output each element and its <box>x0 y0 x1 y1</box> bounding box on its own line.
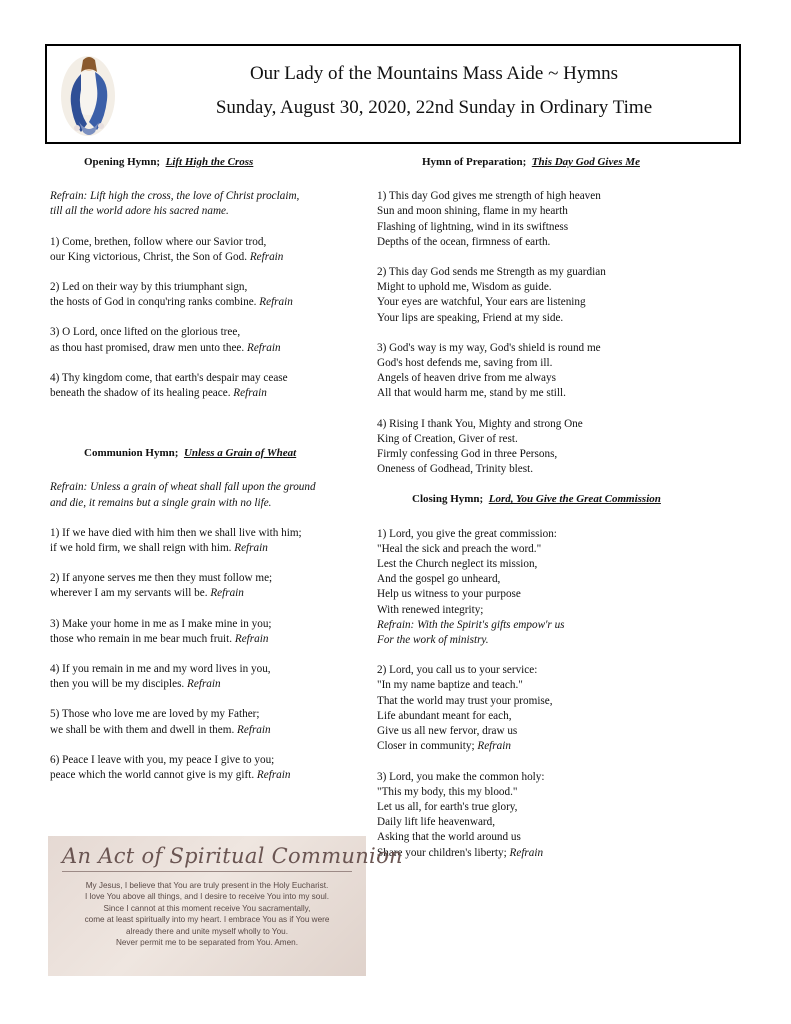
closing-verse: 3) Lord, you make the common holy: "This my body, this my blood." Let us all, for earth's true glory, Daily lift life heavenward, Asking that the world around us Share your children's liberty; Refrain <box>377 770 545 859</box>
left-column <box>50 155 365 783</box>
preparation-hymn-heading: Hymn of Preparation; This Day God Gives Me <box>422 156 640 168</box>
opening-hymn-heading: Opening Hymn; Lift High the Cross <box>84 156 254 168</box>
communion-verse: 5) Those who love me are loved by my Father; we shall be with them and dwell in them. Refrain <box>50 708 271 736</box>
communion-refrain: Refrain: Unless a grain of wheat shall fall upon the ground and die, it remains but a single grain with no life. <box>50 481 316 509</box>
closing-hymn-heading: Closing Hymn; Lord, You Give the Great Commission <box>412 493 661 506</box>
preparation-verse: 4) Rising I thank You, Mighty and strong One King of Creation, Giver of rest. Firmly confessing God in three Persons, Oneness of Godhead, Trinity blest. <box>377 417 583 476</box>
preparation-verse: 1) This day God gives me strength of high heaven Sun and moon shining, flame in my hearth Flashing of lightning, wind in its swiftness Depths of the ocean, firmness of earth. <box>377 190 601 248</box>
opening-refrain: Refrain: Lift high the cross, the love of Christ proclaim, till all the world adore his sacred name. <box>50 190 300 218</box>
opening-verse: 4) Thy kingdom come, that earth's despair may cease beneath the shadow of its healing peace. Refrain <box>50 371 288 400</box>
preparation-verse: 3) God's way is my way, God's shield is round me God's host defends me, saving from ill. Angels of heaven drive from me always All that would harm me, stand by me still. <box>377 341 601 400</box>
communion-verse: 2) If anyone serves me then they must follow me; wherever I am my servants will be. Refrain <box>50 572 273 600</box>
card-title: An Act of Spiritual Communion <box>62 844 403 868</box>
communion-verse: 6) Peace I leave with you, my peace I give to you; peace which the world cannot give is my gift. Refrain <box>50 753 291 782</box>
closing-verse: 2) Lord, you call us to your service: "In my name baptize and teach." That the world may trust your promise, Life abundant meant for each, Give us all new fervor, draw us Closer in community; Refrain <box>377 664 553 753</box>
right-column <box>377 155 727 861</box>
preparation-verse: 2) This day God sends me Strength as my guardian Might to uphold me, Wisdom as guide. Your eyes are watchful, Your ears are listening Your lips are speaking, Friend at my side. <box>377 266 606 324</box>
closing-verse: 1) Lord, you give the great commission: "Heal the sick and preach the word." Lest the Church neglect its mission, And the gospel go unheard, Help us witness to your purpose With renewed integrity; Refrain: With the Spirit's gifts empow'r us For the work of ministry. <box>377 527 727 649</box>
header-box <box>45 44 741 144</box>
card-divider <box>62 871 352 872</box>
closing-hymn-title: Lord, You Give the Great Commission <box>488 493 661 506</box>
opening-hymn-title: Lift High the Cross <box>165 156 254 168</box>
mary-statue-icon <box>59 52 117 138</box>
communion-verse: 3) Make your home in me as I make mine in you; those who remain in me bear much fruit. Refrain <box>50 617 272 645</box>
closing-refrain: Refrain: With the Spirit's gifts empow'r us <box>377 618 565 631</box>
communion-verse: 4) If you remain in me and my word lives in you, then you will be my disciples. Refrain <box>50 663 271 691</box>
opening-verse: 1) Come, brethen, follow where our Savior trod, our King victorious, Christ, the Son of God. Refrain <box>50 235 284 263</box>
card-prayer: My Jesus, I believe that You are truly present in the Holy Eucharist. I love You above all things, and I desire to receive You into my soul. Since I cannot at this moment receive You sacramentally, come at least spiritually into my heart. I embrace You as if You were already there and unite myself wholly to You. Never permit me to be separated from You. Amen. <box>84 881 330 948</box>
opening-verse: 2) Led on their way by this triumphant sign, the hosts of God in conqu'ring ranks combine. Refrain <box>50 281 293 309</box>
page-subtitle: Sunday, August 30, 2020, 22nd Sunday in Ordinary Time <box>215 97 653 118</box>
preparation-hymn-title: This Day God Gives Me <box>531 156 640 168</box>
opening-verse: 3) O Lord, once lifted on the glorious tree, as thou hast promised, draw men unto thee. Refrain <box>50 326 281 354</box>
communion-hymn-heading: Communion Hymn; Unless a Grain of Wheat <box>84 447 297 460</box>
communion-hymn-title: Unless a Grain of Wheat <box>183 447 297 460</box>
communion-verse: 1) If we have died with him then we shall live with him; if we hold firm, we shall reign with him. Refrain <box>50 526 302 555</box>
page-title: Our Lady of the Mountains Mass Aide ~ Hymns <box>249 63 619 84</box>
spiritual-communion-card <box>48 836 403 976</box>
